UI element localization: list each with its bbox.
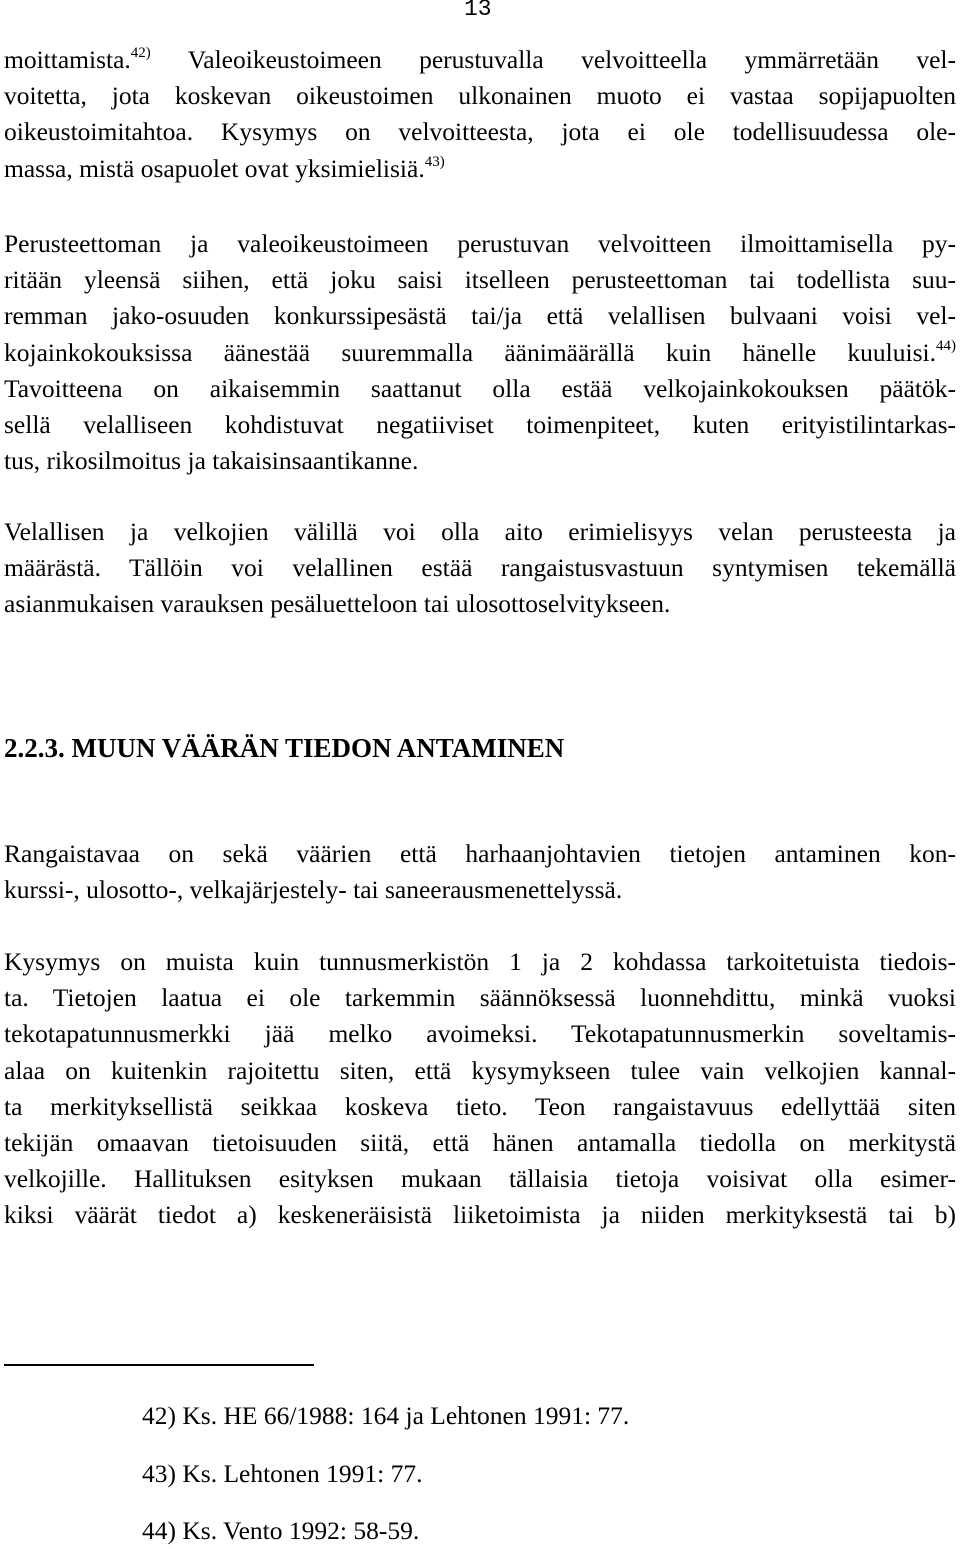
text-line: ta. Tietojen laatua ei ole tarkemmin säännöksessä luonnehdittu, minkä vuoksi (4, 983, 956, 1013)
text-line: tus, rikosilmoitus ja takaisinsaantikanne. (4, 446, 419, 476)
text-line: remman jako-osuuden konkurssipesästä tai/ja että velallisen bulvaani voisi vel- (4, 301, 956, 331)
text-line: sellä velalliseen kohdistuvat negatiiviset toimenpiteet, kuten erityistilintarkas- (4, 409, 956, 439)
paragraph-perusteeton-velvoite (4, 226, 956, 479)
footnote-divider (4, 1364, 314, 1366)
text-line: Velallisen ja velkojien välillä voi olla aito erimielisyys velan perusteesta ja (4, 517, 956, 546)
section-heading: 2.2.3. MUUN VÄÄRÄN TIEDON ANTAMINEN (4, 733, 565, 763)
text-line: ritään yleensä siihen, että joku saisi itselleen perusteettoman tai todellista suu- (4, 265, 956, 295)
text-line: kurssi-, ulosotto-, velkajärjestely- tai saneerausmenettelyssä. (4, 875, 623, 905)
footnote-ref-42[interactable]: 42) (130, 45, 151, 61)
text-line: asianmukaisen varauksen pesäluetteloon tai ulosottoselvitykseen. (4, 589, 671, 619)
page-number: 13 (464, 0, 492, 22)
footnote-43: 43) Ks. Lehtonen 1991: 77. (142, 1459, 423, 1488)
text-line: velkojille. Hallituksen esityksen mukaan tällaisia tietoja voisivat olla esimer- (4, 1164, 956, 1194)
text-line: ta merkityksellistä seikkaa koskeva tieto. Teon rangaistavuus edellyttää siten (4, 1091, 956, 1121)
text-line: alaa on kuitenkin rajoitettu siten, että kysymykseen tulee vain velkojien kannal- (4, 1055, 956, 1085)
text-line: määrästä. Tällöin voi velallinen estää rangaistusvastuun syntymisen tekemällä (4, 553, 956, 583)
text-line: Kysymys on muista kuin tunnusmerkistön 1 ja 2 kohdassa tarkoitetuista tiedois- (4, 947, 956, 976)
text-line: Rangaistavaa on sekä väärien että harhaanjohtavien tietojen antaminen kon- (4, 839, 956, 868)
footnote-44: 44) Ks. Vento 1992: 58-59. (142, 1516, 420, 1545)
text-line: moittamista.$^{42)}$ Valeoikeustoimeen perustuvalla velvoitteella ymmärretään vel- (4, 45, 956, 74)
text-line: kojainkokouksissa äänestää suuremmalla äänimäärällä kuin hänelle kuuluisi.$^{44)}$ (4, 337, 956, 367)
paragraph-rangaistavaa (4, 836, 956, 908)
text-line: kiksi väärät tiedot a) keskeneräisistä liiketoimista ja niiden merkityksestä tai b) (4, 1200, 956, 1230)
footnote-ref-43[interactable]: 43) (424, 153, 445, 170)
text-line: Perusteettoman ja valeoikeustoimeen perustuvan velvoitteen ilmoittamisella py- (4, 229, 956, 258)
text-line: voitetta, jota koskevan oikeustoimen ulkonainen muoto ei vastaa sopijapuolten (4, 81, 956, 111)
text-line: massa, mistä osapuolet ovat yksimielisiä.$^{43)}$ (4, 153, 445, 183)
footnote-ref-44[interactable]: 44) (936, 337, 956, 354)
paragraph-erimielisyys (4, 514, 956, 623)
text-line: Tavoitteena on aikaisemmin saattanut olla estää velkojainkokouksen päätök- (4, 373, 956, 403)
paragraph-valeoikeustoimi (4, 42, 956, 187)
text-line: oikeustoimitahtoa. Kysymys on velvoitteesta, jota ei ole todellisuudessa ole- (4, 117, 956, 147)
text-line: tekijän omaavan tietoisuuden siitä, että hänen antamalla tiedolla on merkitystä (4, 1127, 956, 1157)
paragraph-tietojen-laatu (4, 944, 956, 1234)
footnote-42: 42) Ks. HE 66/1988: 164 ja Lehtonen 1991: 77. (142, 1401, 630, 1430)
text-line: tekotapatunnusmerkki jää melko avoimeksi. Tekotapatunnusmerkin soveltamis- (4, 1019, 956, 1049)
